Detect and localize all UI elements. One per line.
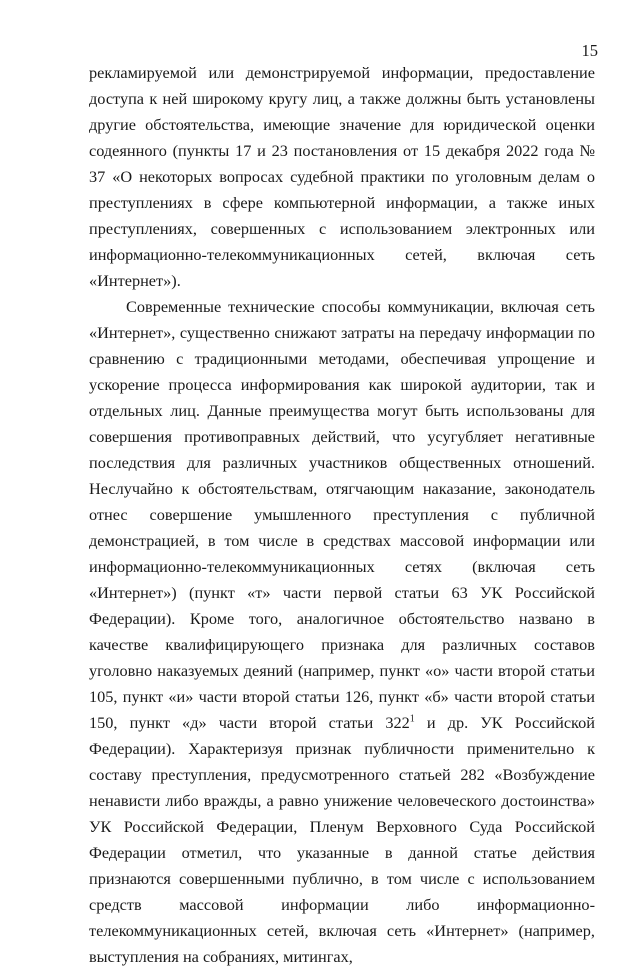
- paragraph-2: [89, 294, 595, 970]
- paragraph-2-text-after-footnote: и др. УК Российской Федерации). Характеризуя признак публичности применительно к составу преступления, предусмотренного статьей 282 «Возбуждение ненависти либо вражды, а равно унижение человеческого достоинства» УК Российской Федерации, Пленум Верховного Суда Российской Федерации отметил, что указанные в данной статье действия признаются совершенными публично, в том числе с использованием средств массовой информации либо информационно-телекоммуникационных сетей, включая сеть «Интернет» (например, выступления на собраниях, митингах,: [89, 713, 595, 966]
- paragraph-2-text-before-footnote: Современные технические способы коммуникации, включая сеть «Интернет», существенно снижают затраты на передачу информации по сравнению с традиционными методами, обеспечивая упрощение и ускорение процесса информирования как широкой аудитории, так и отдельных лиц. Данные преимущества могут быть использованы для совершения противоправных действий, что усугубляет негативные последствия для различных участников общественных отношений. Неслучайно к обстоятельствам, отягчающим наказание, законодатель отнес совершение умышленного преступления с публичной демонстрацией, в том числе в средствах массовой информации или информационно-телекоммуникационных сетях (включая сеть «Интернет») (пункт «т» части первой статьи 63 УК Российской Федерации). Кроме того, аналогичное обстоятельство названо в качестве квалифицирующего признака для различных составов уголовно наказуемых деяний (например, пункт «о» части второй статьи 105, пункт «и» части второй статьи 126, пункт «б» части второй статьи 150, пункт «д» части второй статьи 322: [89, 297, 595, 732]
- body-text: [89, 60, 595, 970]
- paragraph-1: рекламируемой или демонстрируемой информации, предоставление доступа к ней широкому кругу лиц, а также должны быть установлены другие обстоятельства, имеющие значение для юридической оценки содеянного (пункты 17 и 23 постановления от 15 декабря 2022 года № 37 «О некоторых вопросах судебной практики по уголовным делам о преступлениях в сфере компьютерной информации, а также иных преступлениях, совершенных с использованием электронных или информационно-телекоммуникационных сетей, включая сеть «Интернет»).: [89, 63, 595, 290]
- footnote-superscript: 1: [409, 713, 415, 725]
- page-number: 15: [581, 41, 598, 60]
